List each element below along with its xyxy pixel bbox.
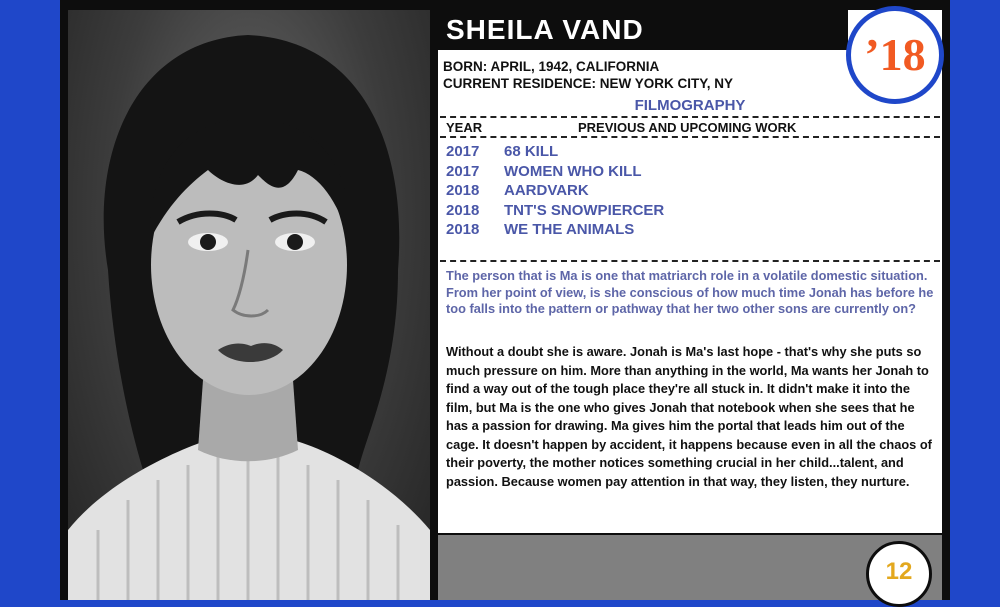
film-item <box>446 202 664 222</box>
film-title: 68 KILL <box>504 143 559 160</box>
film-title: AARDVARK <box>504 182 589 199</box>
filmography-list <box>446 143 664 241</box>
film-year: 2017 <box>446 143 480 160</box>
portrait-illustration <box>68 10 430 600</box>
film-year: 2018 <box>446 182 480 199</box>
page-number: 12 <box>885 558 913 585</box>
film-year: 2018 <box>446 221 480 238</box>
player-name: SHEILA VAND <box>438 10 848 50</box>
divider <box>440 260 940 262</box>
film-title: TNT'S SNOWPIERCER <box>504 201 665 219</box>
film-item <box>446 182 664 202</box>
film-title: WOMEN WHO KILL <box>504 162 642 180</box>
column-header-work: PREVIOUS AND UPCOMING WORK <box>578 120 797 135</box>
interview-answer: Without a doubt she is aware. Jonah is Ma's last hope - that's why she puts so much pressure on him. More than anything in the world, Ma wants her Jonah to find a way out of the tough place they're all stuck in. It didn't make it into the film, but Ma is the one who gives Jonah that notebook when she sees that he has a passion for drawing. Ma gives him the portal that leads him out of the cage. It doesn't happen by accident, it happens because even in all the chaos of their poverty, the mother notices something crucial in her child...talent, and passion. Because women pay attention in that way, they listen, they nurture. <box>446 344 932 489</box>
film-title: WE THE ANIMALS <box>504 221 635 238</box>
divider <box>440 116 940 118</box>
born-line: BORN: APRIL, 1942, CALIFORNIA <box>443 59 660 74</box>
divider <box>440 136 940 138</box>
film-item <box>446 221 664 241</box>
portrait-photo <box>68 10 430 600</box>
interview-question: The person that is Ma is one that matriarch role in a volatile domestic situation. From her point of view, is she conscious of how much time Jonah has before he too falls into the pattern or pathway that her two other sons are currently on? <box>446 268 934 317</box>
film-year: 2017 <box>446 162 480 180</box>
residence-line: CURRENT RESIDENCE: NEW YORK CITY, NY <box>443 76 734 91</box>
film-year: 2018 <box>446 201 480 219</box>
film-item <box>446 143 664 163</box>
filmography-title: FILMOGRAPHY <box>634 97 746 114</box>
column-header-year: YEAR <box>446 120 483 135</box>
film-item <box>446 163 664 183</box>
year-badge-text: ’18 <box>864 29 926 80</box>
